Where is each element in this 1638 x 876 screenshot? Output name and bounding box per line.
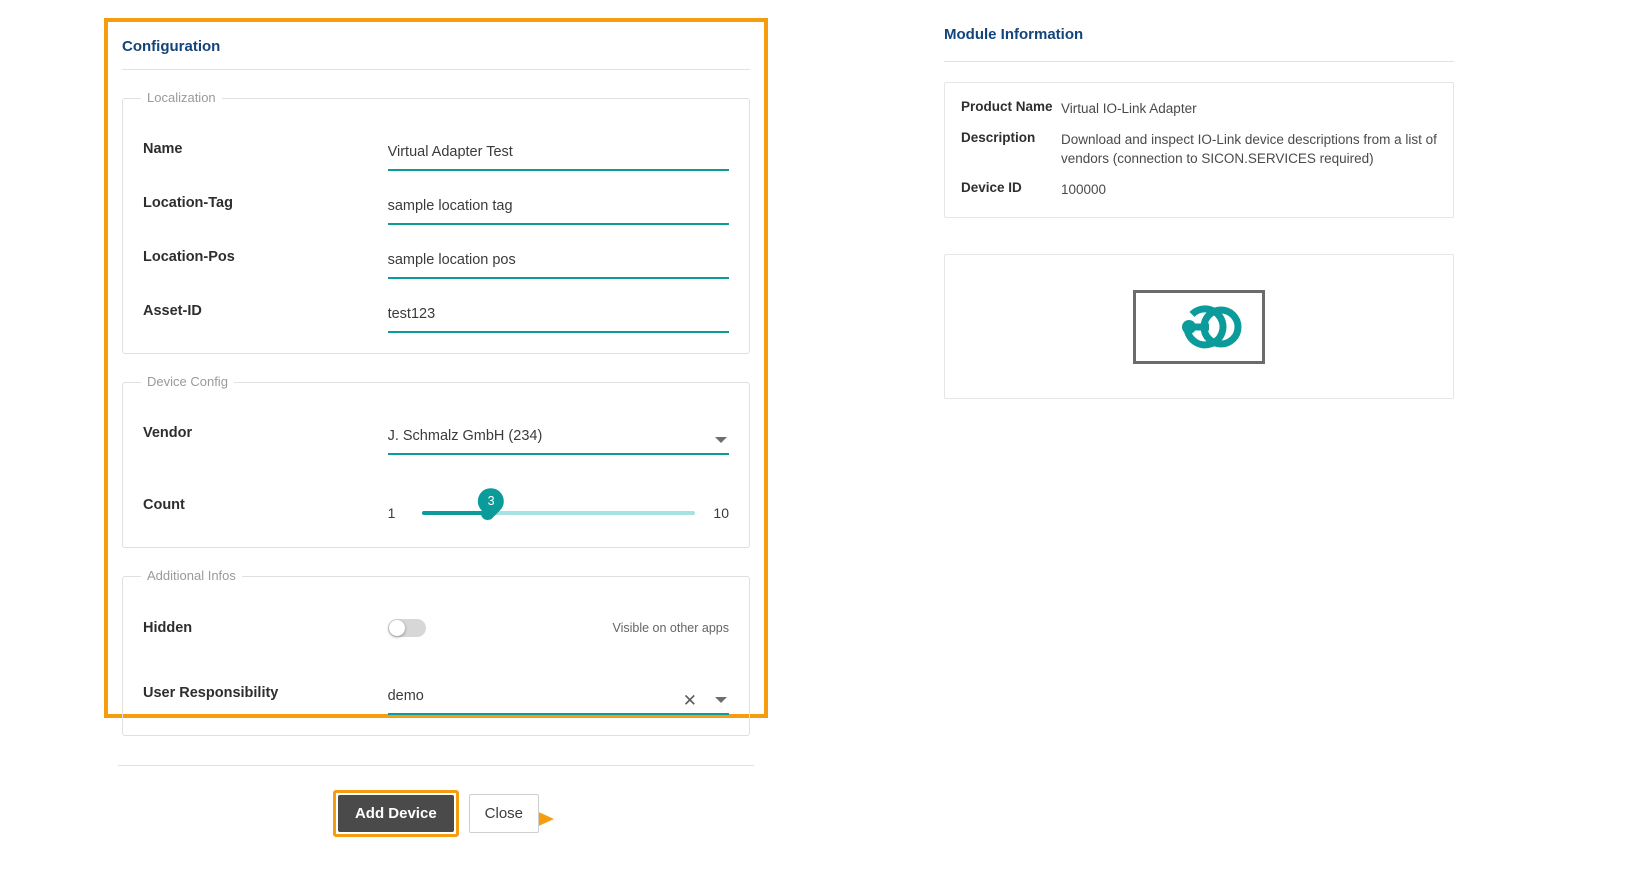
user-responsibility-value[interactable]: [388, 688, 729, 715]
vendor-select-value[interactable]: [388, 428, 729, 455]
module-title-divider: [944, 61, 1454, 62]
add-device-highlight: [333, 790, 459, 837]
group-localization: [122, 90, 750, 354]
info-row-device-id: [961, 180, 1437, 200]
chevron-down-icon[interactable]: [715, 437, 727, 443]
field-name-label: Name: [143, 141, 183, 157]
user-responsibility-select[interactable]: [388, 687, 729, 715]
field-asset-id: [143, 279, 729, 333]
field-vendor-label: Vendor: [143, 425, 193, 441]
hidden-toggle-knob: [389, 620, 405, 636]
info-value-device-id: 100000: [1061, 181, 1107, 197]
location-tag-input[interactable]: [388, 198, 729, 225]
field-user-responsibility: [143, 661, 729, 715]
field-user-responsibility-label: User Responsibility: [143, 685, 279, 701]
field-vendor: [143, 401, 729, 455]
location-pos-input[interactable]: [388, 252, 729, 279]
group-additional-infos: [122, 568, 750, 736]
module-info-card: [944, 82, 1454, 218]
module-information-panel: [944, 26, 1454, 399]
configuration-panel: [104, 18, 768, 718]
asset-id-input[interactable]: [388, 306, 729, 333]
field-hidden: [143, 595, 729, 661]
field-count-label: Count: [143, 497, 185, 513]
info-row-product-name: [961, 99, 1437, 119]
info-value-product-name: Virtual IO-Link Adapter: [1061, 101, 1197, 116]
name-input[interactable]: [388, 144, 729, 171]
count-slider[interactable]: [387, 494, 729, 527]
field-count: [143, 455, 729, 527]
close-icon[interactable]: ✕: [682, 691, 697, 710]
vendor-select[interactable]: [388, 427, 729, 455]
group-localization-legend: Localization: [141, 90, 222, 105]
info-value-description: Download and inspect IO-Link device descriptions from a list of vendors (connection to SICON.SERVICES required): [1061, 131, 1437, 167]
sicon-logo-icon: [1133, 290, 1265, 364]
info-key-product-name: Product Name: [961, 99, 1053, 114]
hidden-toggle[interactable]: [388, 619, 426, 637]
module-information-title: Module Information: [944, 26, 1084, 43]
field-location-tag-label: Location-Tag: [143, 195, 233, 211]
footer-actions: [118, 790, 754, 837]
field-hidden-control: [388, 619, 729, 637]
count-slider-fill: [422, 511, 488, 515]
close-button[interactable]: Close: [469, 794, 539, 833]
title-divider: [122, 69, 750, 70]
info-row-description: [961, 130, 1437, 169]
field-asset-id-control: [388, 305, 729, 333]
group-additional-infos-legend: Additional Infos: [141, 568, 242, 583]
field-hidden-label: Hidden: [143, 620, 193, 636]
field-location-pos-control: [388, 251, 729, 279]
field-name-control: [388, 143, 729, 171]
field-location-tag: [143, 171, 729, 225]
field-name: [143, 117, 729, 171]
add-device-button[interactable]: Add Device: [338, 795, 454, 832]
field-location-pos-label: Location-Pos: [143, 249, 235, 265]
field-location-tag-control: [388, 197, 729, 225]
hidden-toggle-hint: Visible on other apps: [612, 621, 729, 635]
chevron-down-icon[interactable]: [715, 697, 727, 703]
group-device-config-legend: Device Config: [141, 374, 234, 389]
module-logo-card: [944, 254, 1454, 399]
info-key-description: Description: [961, 129, 1036, 145]
count-slider-value: 3: [487, 494, 495, 509]
count-slider-max: 10: [713, 505, 729, 521]
footer-divider: [118, 765, 754, 766]
count-slider-track[interactable]: [422, 494, 695, 515]
info-key-device-id: Device ID: [961, 179, 1022, 195]
group-device-config: [122, 374, 750, 548]
field-location-pos: [143, 225, 729, 279]
page-title: Configuration: [122, 38, 221, 55]
count-slider-min: 1: [387, 505, 396, 521]
field-asset-id-label: Asset-ID: [143, 303, 202, 319]
